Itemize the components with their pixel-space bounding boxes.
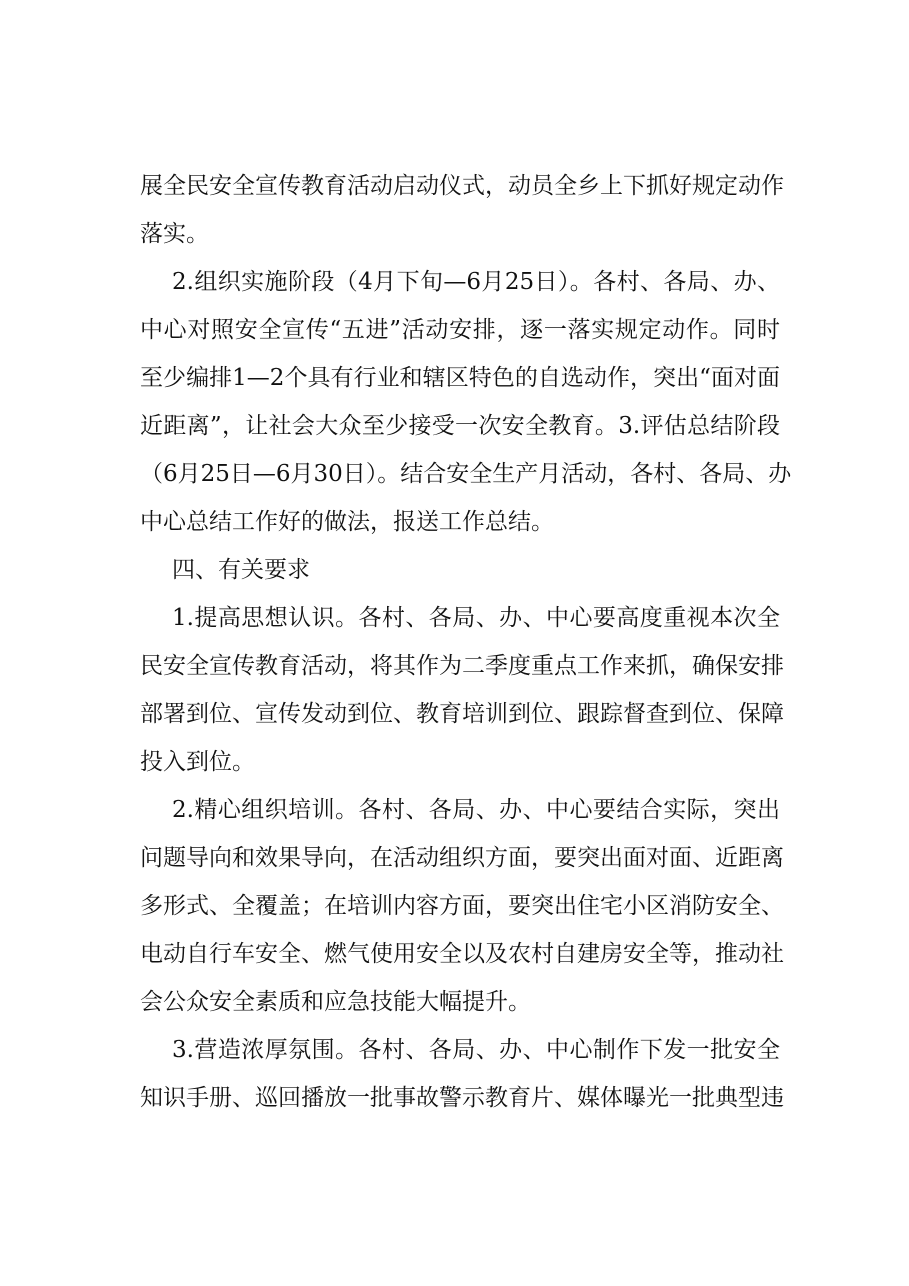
body-text-line: 中心对照安全宣传“五进”活动安排，逐一落实规定动作。同时 (140, 317, 780, 343)
body-text-line: 电动自行车安全、燃气使用安全以及农村自建房安全等，推动社 (140, 941, 784, 967)
paragraph-start-line: 2.组织实施阶段（4月下旬—6月25日）。各村、各局、办、 (172, 269, 780, 295)
body-text-line: 投入到位。 (140, 749, 255, 775)
body-text-line: 部署到位、宣传发动到位、教育培训到位、跟踪督查到位、保障 (140, 701, 784, 727)
body-text-line: 问题导向和效果导向，在活动组织方面，要突出面对面、近距离 (140, 845, 784, 871)
paragraph-start-line: 2.精心组织培训。各村、各局、办、中心要结合实际，突出 (172, 797, 780, 823)
body-text-line: 民安全宣传教育活动，将其作为二季度重点工作来抓，确保安排 (140, 653, 784, 679)
body-text-line: 中心总结工作好的做法，报送工作总结。 (140, 509, 554, 535)
body-text-line: 知识手册、巡回播放一批事故警示教育片、媒体曝光一批典型违 (140, 1085, 784, 1111)
body-text-line: 多形式、全覆盖；在培训内容方面，要突出住宅小区消防安全、 (140, 893, 784, 919)
body-text-line: 近距离”，让社会大众至少接受一次安全教育。3.评估总结阶段 (140, 413, 780, 439)
body-text-line: （6月25日—6月30日）。结合安全生产月活动，各村、各局、办 (140, 461, 792, 487)
body-text-line: 落实。 (140, 221, 209, 247)
body-text-line: 会公众安全素质和应急技能大幅提升。 (140, 989, 531, 1015)
body-text-line: 展全民安全宣传教育活动启动仪式，动员全乡上下抓好规定动作 (140, 173, 784, 199)
section-heading: 四、有关要求 (172, 557, 310, 583)
paragraph-start-line: 1.提高思想认识。各村、各局、办、中心要高度重视本次全 (172, 605, 780, 631)
paragraph-start-line: 3.营造浓厚氛围。各村、各局、办、中心制作下发一批安全 (172, 1037, 780, 1063)
body-text-line: 至少编排1—2个具有行业和辖区特色的自选动作，突出“面对面 (140, 365, 780, 391)
